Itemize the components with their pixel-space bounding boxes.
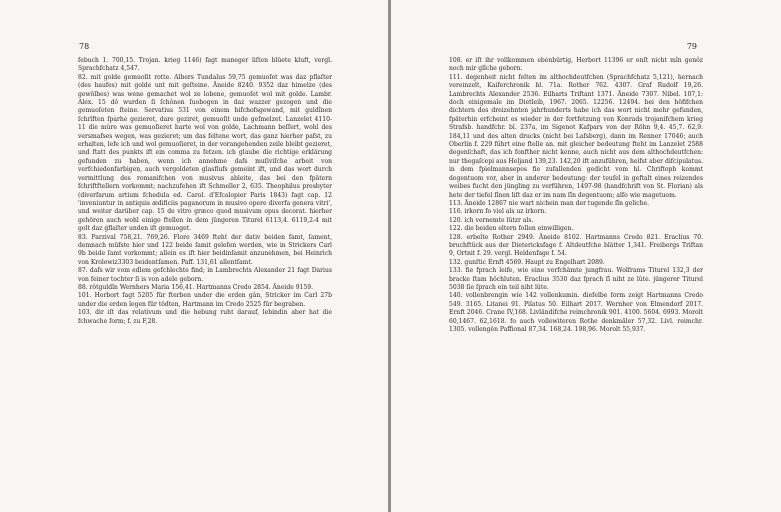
paragraph: 101. Herbort fagt 5205 für fterben under die erden gân, Stricker im Carl 27b under die erden legen für tödten, Hartmann im Credo 2525 für begraben. [78, 292, 332, 308]
paragraph: 120. ich vernemte lützr als. [449, 216, 534, 224]
paragraph: 116. irkorn fo viel als uz irkorn. [449, 208, 547, 216]
paragraph: 87. dafs wir vom edlem gefchlechte find; in Lambrechts Alexander 21 fagt Darius von feiner tochter ſi is von adele geborn. [78, 267, 332, 283]
right-page [391, 0, 781, 512]
page-body [449, 57, 703, 334]
paragraph: 103. dir iſt das relativum und die hebung ruht darauf, lebindin aber hat die fchwache form; f. zu F,28. [78, 309, 332, 325]
paragraph: 140. vollenbrengin wie 142 vollenkumin. diefelbe form zeigt Hartmanns Credo 549. 3165. Litanei 91. Pilatus 50. Eilhart 2017. Wernher von Elmendorf 2017. Ernft 2046. Crane IV,168. Livländifche reimchronik 901. 4100. 5604. 6993. Morolt 60,1467. 62,1618. fo auch vollewiteren Rothe denkmäler 57,32. Livl. reimchr. 1305. vollengên Paffional 87,34. 168,24. 198,96. Morolt 55,937. [449, 292, 703, 333]
paragraph: 113. Äneide 12867 nie wart nichein man der tugende ſîn geliche. [449, 199, 650, 207]
paragraph: 111. degenheit nicht felten im althochdeutfchen (Sprachfchatz 5,121), hernach vereinzelt, Kaiferchronik bl. 71a. Rother 762. 4307. Graf Rudolf 19,26. Lambrechts Alexander 2536. Eilharts Triftant 1371. Äneide 7307. Nibel. 107,1: doch einigemale im Dietleib, 1967. 2065. 12256. 12494. bei den höfifchen dichtern des dreizehnten jahrhunderts habe ich das wort nicht mehr gefunden, fpäterhin erfcheint es wieder in der fortfetzung von Konrads trojanifchem krieg Strafsb. handfchr. bl. 237a, im Sigenot Kafpars von der Röhn 9,4. 45,7. 62,9. 184,11 und des alten drucks (nicht bei Lafsberg), dann im Renner 17046; auch Oberlin f. 229 führt eine ftelle an. mit gleicher bedeutung fteht im Lanzelet 2588 degenſchaft, das ich fonfther nicht kenne, auch nicht aus dem althochdeutfchen: nur thegaſcepi aus Heljand 139,23. 142,20 ift anzuführen, heifst aber difcipulatus. in dem fpielmannsepos fie zufallenden gedicht vom hl. Chriftoph kommt degentuom vor, aber in anderer bedeutung: der teufel in geftalt eines reizendes weibes fucht den jüngling zu verführen, 1497-98 (handfchrift von St. Florian) als hete der tiefel ſînen liſt daz er im nam ſîn degentuom; alfo wie magetuom. [449, 73, 703, 199]
page-body [78, 57, 332, 326]
paragraph: 133. fie fprach leife, wie eine verfchämte jungfrau. Wolframs Titurel 132,3 der bracke ſtam höchluten. Eraclius 3530 daz ſprach ſî niht ze lûte. jüngerer Titurel 5038 ſie ſprach ein teil niht lûte. [449, 267, 703, 291]
paragraph: 83. Parzival 758,21. 769,26. Flore 3469 fteht der dativ beiden famt, ſament, demnach müfste hier und 122 beide ſamit gelefen werden, wie in Strickers Carl 9b beide ſamt vorkommt; allein es ift hier beidinſamit anzunehmen, bei Heinrich von Krolewiz3303 beidentſamen. Paff. 131,61 allentſamt. [78, 233, 332, 266]
paragraph: 82. mit golde gemuoſit rotte. Albers Tundalus 59,75 gemuoſet was daz pflaſter (des haufes) mit golde unt mit geſteine. Äneide 8240. 9352 daz himelze (des gewölbes) was wene gemachet wol ze lobene, gemuoſet wol mit golde. Lambr. Alex. 15 dô wurden ſi ſchônen ſuobogen in daz wazzer gezogen und die gemuoſeten ſteine. Servatius 531 von einem bifchofsgewand, mit guldînen ſchrîften ſparhe gezieret, dare geziret, gemuoſit unde geſmelzet. Lanzelet 4110-11 die mûre was gemuoſieret harte wol von golde, Lachmann beſſert, wohl des versmafses wegen, was gezieret; um das feltene wort, das ganz hierher pafst, zu erhalten, lefe ich und wol gemuoſieret, in der vorangehenden zeile bleibt gezieret, und ftatt des punkts ift ein comma zu fetzen. ich glaube die richtige erklärung gefunden zu haben, wenn ich annehme dafs muſiviſche arbeit von verfchiedenfarbigen, auch vergoldeten glasflufs gemeint ift, und das wort durch vermittlung des romanifchen von musivus ableite, das bei den fpätern fchriftftellern vorkommt; nachzufehen ift Schmeller 2, 635. Theophilus presbyter (diverfarum artium fchedula ed. Carol. d'Efcalopier Paris 1843) fagt cap. 12 'inveniuntur in antiquis ædificiis paganorum in musivo opere diverfa genera vitri', und weiter darüber cap. 15 de vitro græco quod musivum opus decorat. hierher gehören auch wohl einige ftellen in dem jüngeren Titurel 6113,4. 6119,2-4 mit golt daz ģflaſter unden iſt gemuoget. [78, 73, 332, 233]
page-number: 78 [79, 42, 90, 51]
paragraph: 122. die beiden eltern follen einwilligen. [449, 225, 574, 233]
paragraph: febuch 1. 700,15. Trojan. krieg 1146) fagt maneger liſten blüete kluft, vergl. Sprachfchatz 4,547. [78, 57, 332, 73]
left-page [0, 0, 388, 512]
paragraph: 108. er iſt ihr vollkommen ebenbürtig, Herbort 11396 er enſt nicht mîn genôz noch mir glîche geborn. [449, 57, 703, 73]
paragraph: 128. erbeîte Rother 2949. Äneide 8102. Hartmanns Credo 821. Eraclius 70. bruchftück aus der Dietericksfage f. Altdeutfche blätter 1,341. Freibergs Triftan 9, Ortnit f. 29. vergl. Heldenfage f. 54. [449, 233, 703, 258]
paragraph: 132. gunſtic Ernft 4569. Haupt zu Engelhart 2089. [449, 258, 605, 266]
paragraph: 88. rôtguldîn Wernhers Maria 156,41. Hartmanns Credo 2854. Äneide 9159. [78, 283, 314, 291]
page-number: 79 [686, 42, 697, 51]
